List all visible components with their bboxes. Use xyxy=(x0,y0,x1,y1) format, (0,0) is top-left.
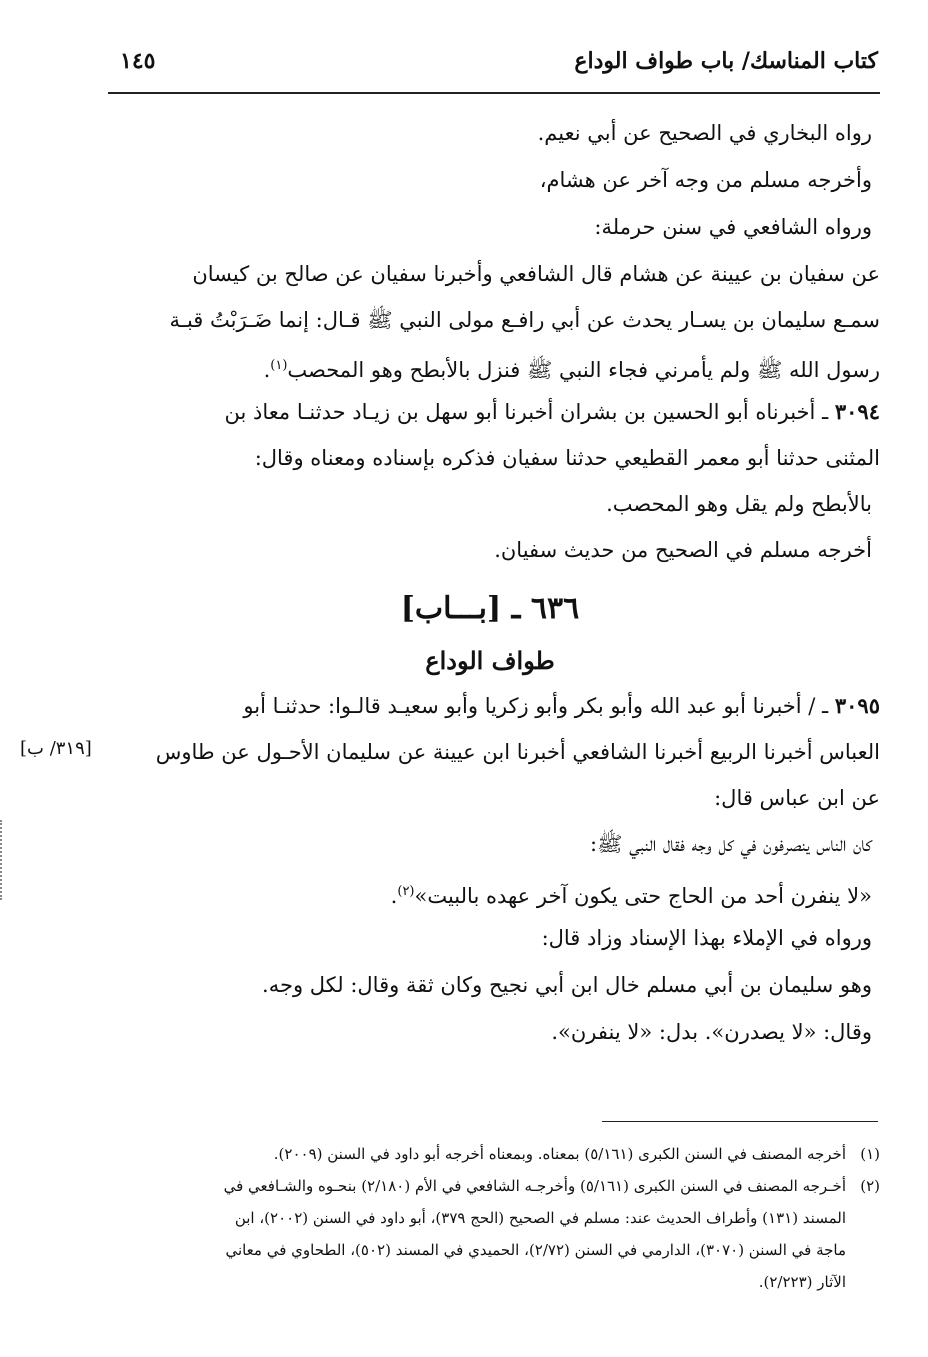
chapter-subheading: طواف الوداع xyxy=(425,646,555,675)
footnote-divider xyxy=(602,1121,878,1122)
footnote-ref: (٢) xyxy=(397,884,415,899)
footnote-label: (١) xyxy=(860,1145,880,1163)
text-line xyxy=(100,868,880,915)
text-segment: ـ أخبرناه أبو الحسين بن بشران أخبرنا أبو سهل بن زيـاد حدثنـا معاذ بن xyxy=(224,400,835,424)
header-divider xyxy=(108,92,880,94)
hadith-3094-start xyxy=(100,389,880,435)
text-line: بالأبطح ولم يقل وهو المحصب. xyxy=(606,492,872,516)
hadith-3095-start xyxy=(100,683,880,729)
main-text xyxy=(100,110,880,1056)
text-line: عن ابن عباس قال: xyxy=(714,786,880,810)
scan-edge-mark xyxy=(0,820,6,900)
text-line: وأخرجه مسلم من وجه آخر عن هشام، xyxy=(539,168,872,192)
text-line: ورواه الشافعي في سنن حرملة: xyxy=(594,215,872,239)
footnote-2-cont: ماجة في السنن (٣٠٧٠)، الدارمي في السنن (٢/٧٢)، الحميدي في المسند (٥٠٢)، الطحاوي في معاني xyxy=(225,1241,846,1259)
text-line: رواه البخاري في الصحيح عن أبي نعيم. xyxy=(537,121,872,145)
footnotes xyxy=(110,1138,880,1298)
footnote-text: أخـرجه المصنف في السنن الكبرى (٥/١٦١) وأخرجـه الشافعي في الأم (٢/١٨٠) بنحـوه والشـافعي في xyxy=(223,1177,846,1195)
text-line: ورواه في الإملاء بهذا الإسناد وزاد قال: xyxy=(541,926,872,950)
text-line: المثنى حدثنا أبو معمر القطيعي حدثنا سفيان فذكره بإسناده ومعناه وقال: xyxy=(254,446,880,470)
text-segment: ـ / أخبرنا أبو عبد الله وأبو بكر وأبو زكريا وأبو سعيـد قالـوا: حدثنـا أبو xyxy=(243,694,835,718)
footnote-label: (٢) xyxy=(860,1177,880,1195)
text-segment: . xyxy=(390,884,398,908)
text-line: كان الناس ينصرفون في كل وجه فقال النبي ﷺ: xyxy=(590,832,872,856)
text-line: وقال: «لا يصدرن». بدل: «لا ينفرن». xyxy=(551,1020,872,1044)
footnote-2 xyxy=(110,1170,880,1202)
page-number: ١٤٥ xyxy=(120,48,156,74)
footnote-2-cont: الآثار (٢/٢٢٣). xyxy=(758,1273,846,1291)
footnote-1 xyxy=(110,1138,880,1170)
chapter-heading: ٦٣٦ ـ [بـــاب] xyxy=(400,591,580,626)
hadith-number: ٣٠٩٥ xyxy=(834,693,880,718)
hadith-number: ٣٠٩٤ xyxy=(834,399,880,424)
running-header xyxy=(108,44,878,90)
text-line xyxy=(100,343,880,389)
text-line: العباس أخبرنا الربيع أخبرنا الشافعي أخبرنا ابن عيينة عن سليمان الأحـول عن طاوس xyxy=(155,740,880,764)
text-line: سمـع سليمان بن يسـار يحدث عن أبي رافـع مولى النبي ﷺ قـال: إنما ضَـرَبْتُ قبـة xyxy=(169,308,880,332)
text-segment: رسول الله ﷺ ولم يأمرني فجاء النبي ﷺ فنزل بالأبطح وهو المحصب xyxy=(287,358,880,382)
folio-marginal-note: [٣١٩/ ب] xyxy=(20,738,92,759)
text-line: وهو سليمان بن أبي مسلم خال ابن أبي نجيح وكان ثقة وقال: لكل وجه. xyxy=(262,973,872,997)
text-segment: «لا ينفرن أحد من الحاج حتى يكون آخر عهده بالبيت» xyxy=(414,884,872,908)
header-title: كتاب المناسك/ باب طواف الوداع xyxy=(574,48,878,74)
text-line: أخرجه مسلم في الصحيح من حديث سفيان. xyxy=(494,538,872,562)
text-line: عن سفيان بن عيينة عن هشام قال الشافعي وأخبرنا سفيان عن صالح بن كيسان xyxy=(192,262,880,286)
footnote-2-cont: المسند (١٣١) وأطراف الحديث عند: مسلم في الصحيح (الحج ٣٧٩)، أبو داود في السنن (٢٠٠٢)، ابن xyxy=(234,1209,846,1227)
footnote-ref: (١) xyxy=(270,358,288,373)
text-segment: . xyxy=(263,358,271,382)
footnote-text: أخرجه المصنف في السنن الكبرى (٥/١٦١) بمعناه. وبمعناه أخرجه أبو داود في السنن (٢٠٠٩). xyxy=(273,1145,846,1163)
